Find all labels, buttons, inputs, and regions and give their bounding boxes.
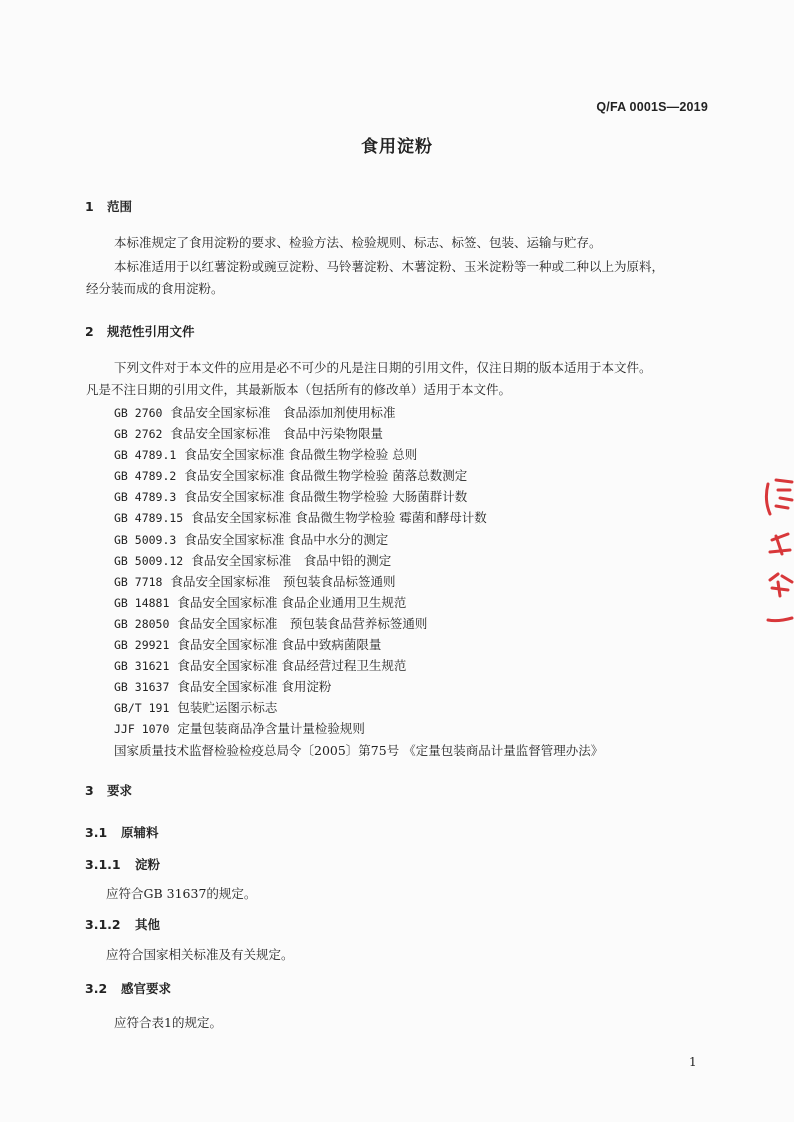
paragraph-continuation: 凡是不注日期的引用文件，其最新版本（包括所有的修改单）适用于本文件。 [86,382,512,397]
reference-title: 定量包装商品净含量计量检验规则 [177,721,365,737]
subsection-3-1-1-heading [85,855,160,873]
reference-title: 食品安全国家标准 食品添加剂使用标准 [170,405,396,420]
reference-title: 食品安全国家标准 食品微生物学检验 总则 [184,447,418,463]
document-code: Q/FA 0001S—2019 [596,100,708,114]
section-3-heading [85,781,132,799]
reference-code: GB 4789.1 [114,448,177,463]
section-2-heading [85,322,195,340]
section-number: 3.2 [85,981,108,996]
section-1-heading [85,197,132,215]
reference-item [114,676,603,697]
reference-code: GB 28050 [114,616,170,631]
reference-title: 包装贮运图示标志 [177,700,278,716]
section-title: 原辅料 [121,825,159,840]
section-number: 1 [85,199,94,214]
section-title: 感官要求 [121,981,172,996]
reference-title: 食品安全国家标准 食品微生物学检验 菌落总数测定 [184,468,468,484]
section-title: 要求 [107,783,133,798]
reference-title: 食品安全国家标准 食品中铅的测定 [191,552,392,568]
paragraph-continuation: 经分装而成的食用淀粉。 [86,281,224,296]
reference-item [114,655,603,676]
reference-item [114,740,603,761]
reference-title: 国家质量技术监督检验检疫总局令〔2005〕第75号 《定量包装商品计量监督管理办法》 [114,742,604,758]
paragraph: 应符合表1的规定。 [114,1015,222,1030]
reference-code: GB 4789.15 [114,511,184,526]
reference-title: 食品安全国家标准 食品企业通用卫生规范 [177,594,407,610]
subsection-3-1-2-heading [85,915,160,933]
reference-item [114,444,603,465]
paragraph: 应符合国家相关标准及有关规定。 [106,947,294,962]
subsection-3-1-heading [85,823,159,841]
reference-title: 食品安全国家标准 食品中水分的测定 [184,531,389,547]
section-number: 2 [85,324,94,339]
reference-code: GB 4789.3 [114,490,177,505]
reference-item [114,465,603,486]
reference-code: GB 2760 [114,406,163,420]
reference-title: 食品安全国家标准 预包装食品标签通则 [170,573,396,589]
reference-item [114,402,603,423]
reference-code: GB 4789.2 [114,469,177,484]
reference-code: GB 31621 [114,659,170,674]
reference-code: GB 2762 [114,427,163,442]
section-number: 3.1.2 [85,917,121,932]
reference-item [114,718,603,739]
subsection-3-2-heading [85,979,171,997]
red-seal-stamp [762,470,794,630]
reference-item [114,507,603,528]
reference-code: GB 14881 [114,595,170,610]
reference-code: GB 5009.3 [114,532,177,547]
reference-title: 食品安全国家标准 预包装食品营养标签通则 [177,615,428,631]
reference-title: 食品安全国家标准 食品微生物学检验 大肠菌群计数 [184,489,468,505]
paragraph: 本标准规定了食用淀粉的要求、检验方法、检验规则、标志、标签、包装、运输与贮存。 [114,235,602,250]
section-number: 3.1 [85,825,108,840]
section-number: 3.1.1 [85,857,121,872]
reference-code: GB 7718 [114,574,163,589]
reference-item [114,592,603,613]
reference-title: 食品安全国家标准 食品中污染物限量 [170,426,383,442]
reference-code: JJF 1070 [114,722,170,737]
document-title: 食用淀粉 [361,137,433,157]
section-title: 淀粉 [135,857,161,872]
reference-code: GB 29921 [114,638,170,653]
reference-item [114,423,603,444]
reference-title: 食品安全国家标准 食用淀粉 [177,679,332,695]
section-number: 3 [85,783,94,798]
reference-code: GB 31637 [114,680,170,695]
paragraph: 下列文件对于本文件的应用是必不可少的凡是注日期的引用文件，仅注日期的版本适用于本文件。 [114,360,652,375]
reference-code: GB 5009.12 [114,553,184,568]
reference-item [114,550,603,571]
reference-title: 食品安全国家标准 食品中致病菌限量 [177,637,382,653]
reference-item [114,529,603,550]
reference-title: 食品安全国家标准 食品微生物学检验 霉菌和酵母计数 [191,510,487,526]
reference-item [114,613,603,634]
paragraph: 应符合GB 31637的规定。 [106,886,257,901]
reference-list [114,402,603,761]
paragraph: 本标准适用于以红薯淀粉或豌豆淀粉、马铃薯淀粉、木薯淀粉、玉米淀粉等一种或二种以上为原料， [114,259,665,274]
reference-item [114,486,603,507]
section-title: 范围 [107,199,133,214]
reference-item [114,697,603,718]
reference-title: 食品安全国家标准 食品经营过程卫生规范 [177,658,407,674]
reference-item [114,634,603,655]
reference-code: GB/T 191 [114,701,170,716]
reference-item [114,571,603,592]
section-title: 其他 [135,917,161,932]
page-number: 1 [689,1055,697,1069]
section-title: 规范性引用文件 [107,324,195,339]
